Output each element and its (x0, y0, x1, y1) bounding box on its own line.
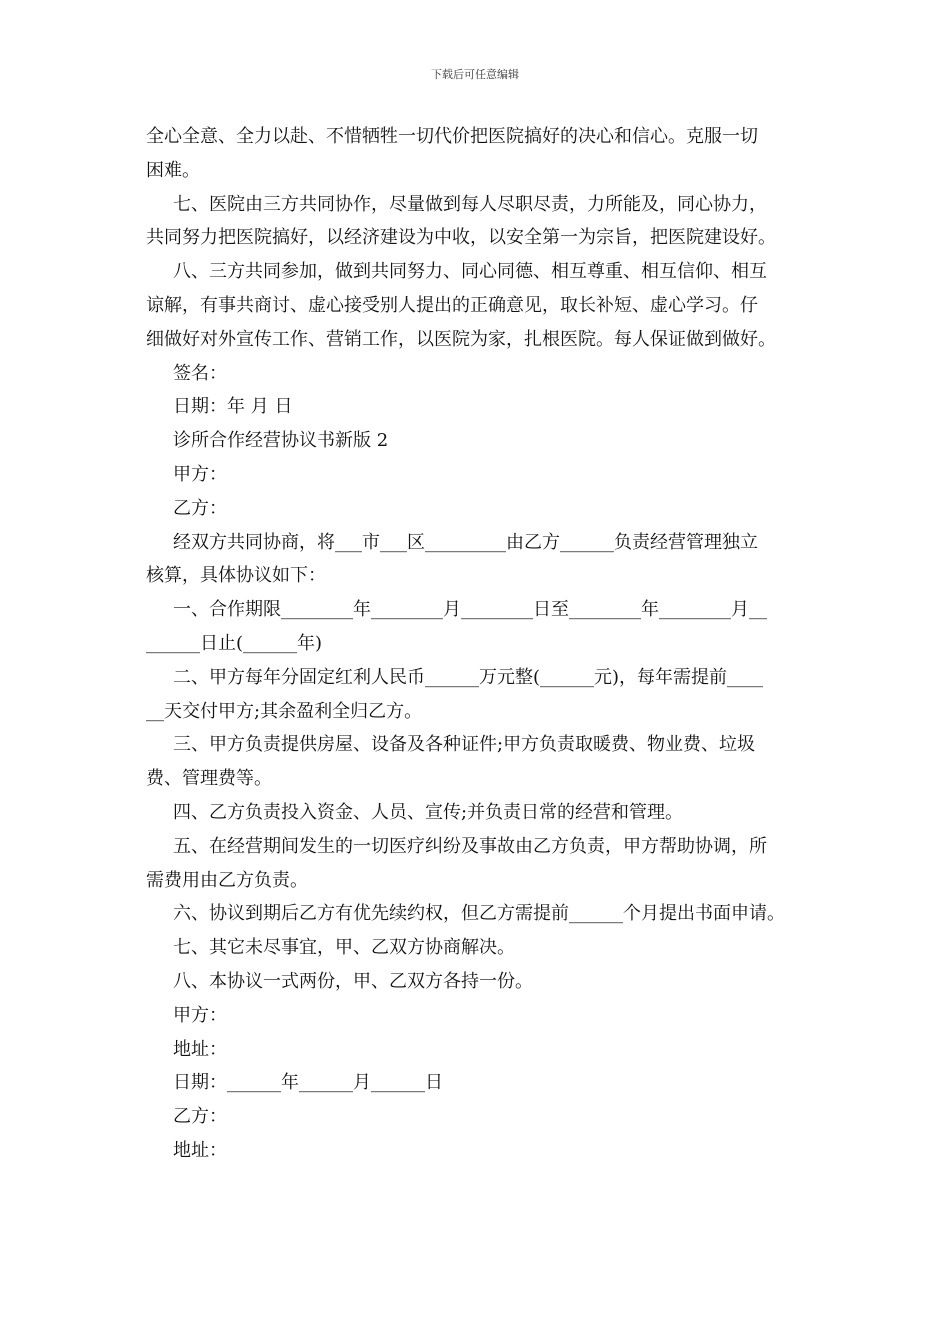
body-line: 全心全意、全力以赴、不惜牺牲一切代价把医院搞好的决心和信心。克服一切 (146, 126, 758, 147)
body-line: 二、甲方每年分固定红利人民币______万元整(______元)，每年需提前____ (173, 666, 764, 688)
body-line: 七、医院由三方共同协作，尽量做到每人尽职尽责，力所能及，同心协力， (173, 193, 767, 215)
party-b-address-label: 地址： (173, 1139, 227, 1161)
party-b-sign-label: 乙方： (173, 1106, 227, 1128)
body-line: 六、协议到期后乙方有优先续约权，但乙方需提前______个月提出书面申请。 (173, 903, 785, 925)
body-line: 八、本协议一式两份，甲、乙双方各持一份。 (173, 970, 533, 992)
page-header: 下载后可任意编辑 (431, 68, 519, 81)
body-line: 需费用由乙方负责。 (146, 869, 308, 891)
party-a-label: 甲方： (173, 463, 227, 485)
body-line: 细做好对外宣传工作、营销工作，以医院为家，扎根医院。每人保证做到做好。 (146, 328, 776, 350)
body-line: 经双方共同协商，将___市___区_________由乙方______负责经营管理独立 (173, 531, 758, 553)
party-a-address-label: 地址： (173, 1038, 227, 1060)
party-a-sign-label: 甲方： (173, 1004, 227, 1026)
date-line: 日期：年 月 日 (173, 396, 293, 418)
body-line: 八、三方共同参加，做到共同努力、同心同德、相互尊重、相互信仰、相互 (173, 261, 767, 283)
body-line: 共同努力把医院搞好，以经济建设为中收，以安全第一为宗旨，把医院建设好。 (146, 227, 776, 249)
body-line: 七、其它未尽事宜，甲、乙双方协商解决。 (173, 937, 515, 959)
party-b-label: 乙方： (173, 497, 227, 519)
body-line: 费、管理费等。 (146, 768, 272, 790)
agreement-title: 诊所合作经营协议书新版 2 (173, 430, 389, 452)
body-line: 谅解，有事共商讨、虚心接受别人提出的正确意见，取长补短、虚心学习。仔 (146, 294, 758, 316)
signature-label: 签名： (173, 362, 227, 384)
body-line: 核算，具体协议如下： (146, 565, 326, 587)
body-line: 五、在经营期间发生的一切医疗纠纷及事故由乙方负责，甲方帮助协调，所 (173, 835, 767, 857)
body-line: 一、合作期限________年________月________日至________年________月__ (173, 599, 767, 621)
body-line: ______日止(______年) (146, 632, 323, 654)
body-line: 三、甲方负责提供房屋、设备及各种证件;甲方负责取暖费、物业费、垃圾 (173, 734, 756, 756)
body-line: 四、乙方负责投入资金、人员、宣传;并负责日常的经营和管理。 (173, 801, 684, 823)
body-line: __天交付甲方;其余盈利全归乙方。 (146, 700, 423, 722)
sign-date-line: 日期：______年______月______日 (173, 1072, 443, 1094)
body-line: 困难。 (146, 159, 200, 181)
document-body (146, 120, 818, 1168)
